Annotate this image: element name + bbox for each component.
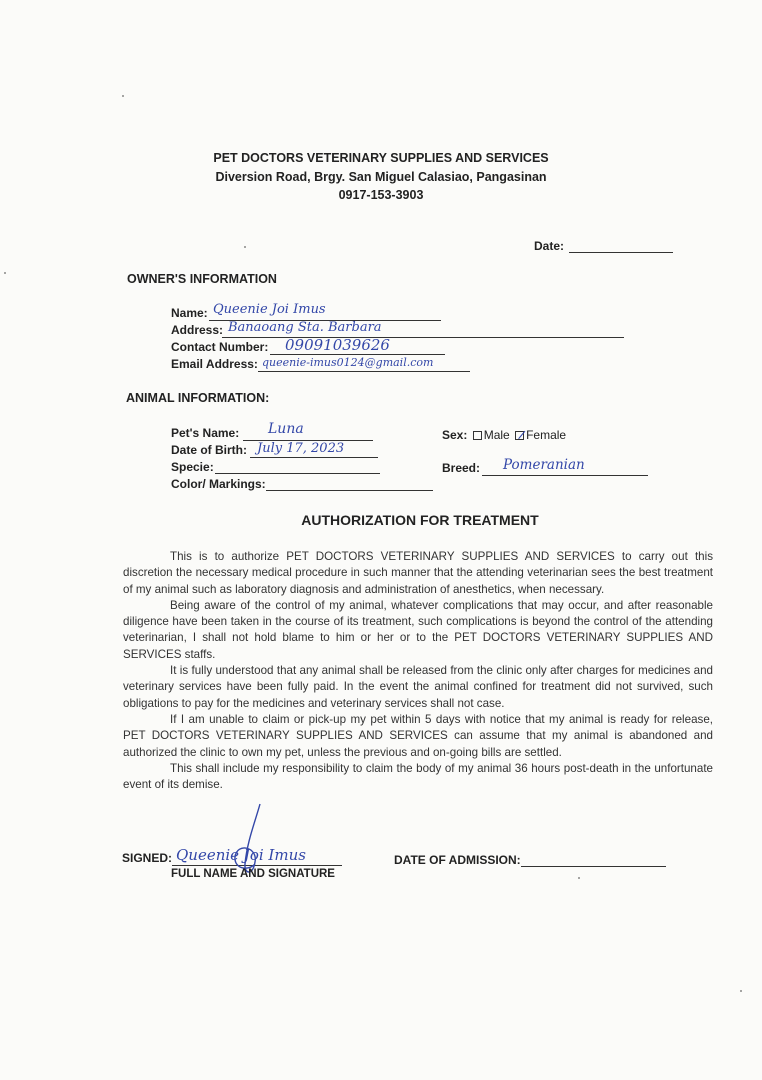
company-address: Diversion Road, Brgy. San Miguel Calasiao, Pangasinan [215, 170, 547, 184]
female-checkbox[interactable] [515, 431, 524, 440]
authorization-paragraph: This is to authorize PET DOCTORS VETERINARY SUPPLIES AND SERVICES to carry out this discretion the necessary medical procedure in such manner that the attending veterinarian sees the best treatment of my animal such as laboratory diagnosis and administration of anesthetics, when necessary. [123, 550, 713, 596]
company-phone: 0917-153-3903 [338, 188, 424, 202]
breed-value: Pomeranian [503, 457, 585, 473]
owner-address-line[interactable] [222, 337, 624, 338]
date-label: Date: [534, 239, 565, 253]
company-name: PET DOCTORS VETERINARY SUPPLIES AND SERVICES [213, 151, 549, 165]
specie-label: Specie: [171, 460, 214, 474]
contact-number-value: 09091039626 [285, 336, 390, 354]
signer-name-value: Queenie Joi Imus [176, 846, 306, 864]
date-field-line[interactable] [569, 252, 673, 253]
female-option-label: Female [526, 428, 567, 442]
dob-line[interactable] [250, 457, 378, 458]
email-value: queenie-imus0124@gmail.com [262, 356, 434, 369]
specie-line[interactable] [215, 473, 380, 474]
color-markings-label: Color/ Markings: [171, 477, 266, 491]
email-label: Email Address: [171, 357, 258, 371]
sex-field [442, 428, 566, 442]
scan-speck [578, 877, 580, 879]
animal-info-heading: ANIMAL INFORMATION: [126, 391, 270, 405]
owner-name-label: Name: [171, 306, 208, 320]
scan-speck [122, 95, 124, 97]
breed-label: Breed: [442, 461, 481, 475]
signed-label: SIGNED: [122, 851, 173, 865]
color-markings-line[interactable] [266, 490, 433, 491]
owner-address-value: Banaoang Sta. Barbara [228, 320, 382, 335]
owner-name-value: Queenie Joi Imus [213, 302, 326, 317]
owner-info-heading: OWNER'S INFORMATION [127, 272, 277, 286]
sex-label: Sex: [442, 428, 468, 442]
admission-date-label: DATE OF ADMISSION: [394, 853, 521, 867]
male-checkbox[interactable] [473, 431, 482, 440]
contact-number-label: Contact Number: [171, 340, 269, 354]
pet-name-value: Luna [268, 421, 304, 437]
authorization-title: AUTHORIZATION FOR TREATMENT [301, 512, 539, 528]
signature-caption: FULL NAME AND SIGNATURE [171, 868, 335, 880]
contact-number-line[interactable] [270, 354, 445, 355]
pet-name-label: Pet's Name: [171, 426, 240, 440]
authorization-paragraph: This shall include my responsibility to claim the body of my animal 36 hours post-death in the unfortunate event of its demise. [123, 761, 713, 792]
authorization-body [123, 549, 713, 793]
authorization-paragraph: It is fully understood that any animal shall be released from the clinic only after charges for medicines and veterinary services have been fully paid. In the event the animal confined for treatment did not survived, such obligations to pay for the medicines and veterinary services shall not case. [123, 664, 713, 710]
dob-value: July 17, 2023 [257, 441, 345, 456]
breed-line[interactable] [482, 475, 648, 476]
scan-speck [4, 272, 6, 274]
authorization-paragraph: If I am unable to claim or pick-up my pet within 5 days with notice that my animal is ready for release, PET DOCTORS VETERINARY SUPPLIES AND SERVICES can assume that my animal is abandoned and authorized the clinic to own my pet, unless the previous and on-going bills are settled. [123, 712, 713, 759]
authorization-paragraph: Being aware of the control of my animal, whatever complications that may occur, and after reasonable diligence have been taken in the course of its treatment, such complications is beyond the control of the attending veterinarian, I shall not hold blame to him or her or to the PET DOCTORS VETERINARY SUPPLIES AND SERVICES staffs. [123, 598, 713, 661]
admission-date-line[interactable] [521, 866, 666, 867]
email-line[interactable] [258, 371, 470, 372]
owner-address-label: Address: [171, 323, 224, 337]
dob-label: Date of Birth: [171, 443, 247, 457]
scan-speck [740, 990, 742, 992]
male-option-label: Male [483, 428, 510, 442]
scan-speck [244, 246, 246, 248]
